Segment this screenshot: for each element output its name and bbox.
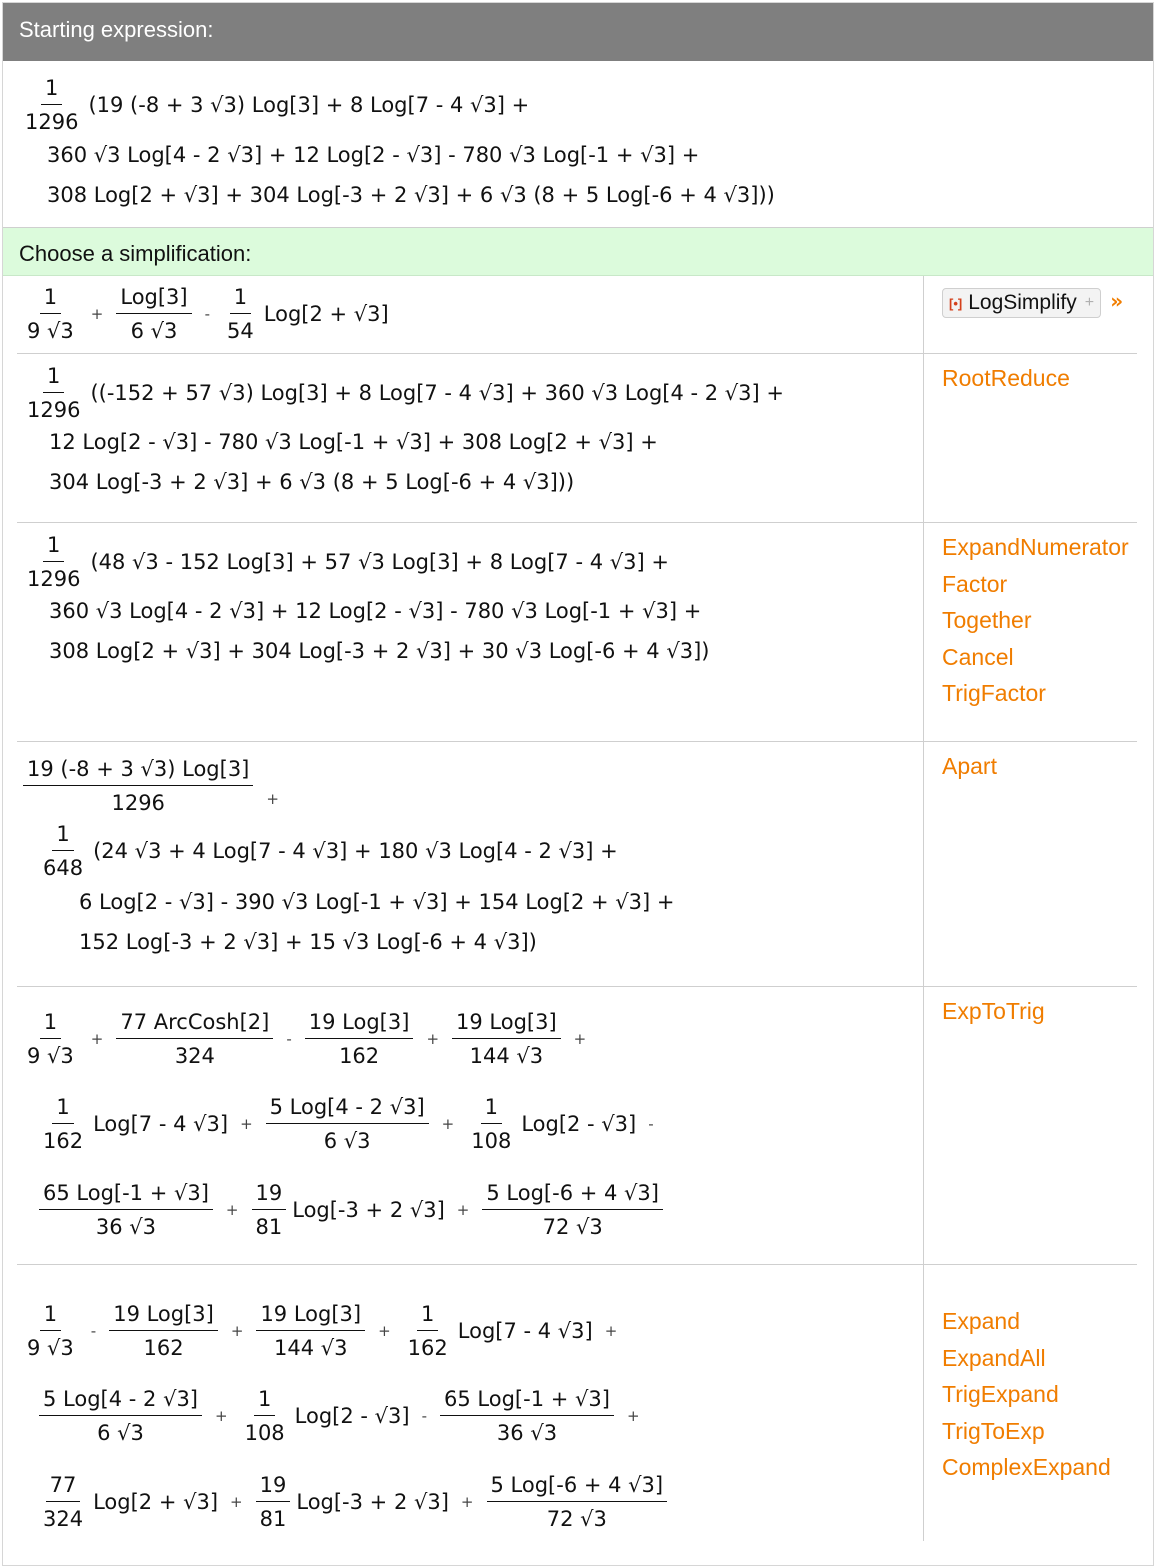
factor-link[interactable]: Factor: [942, 570, 1008, 597]
expression-line: 308 Log[2 + √3] + 304 Log[-3 + 2 √3] + 6 √3 (8 + 5 Log[-6 + 4 √3])): [47, 182, 775, 207]
simplification-links: [924, 987, 1137, 1264]
apart-link[interactable]: Apart: [942, 753, 997, 779]
expression-line: 304 Log[-3 + 2 √3] + 6 √3 (8 + 5 Log[-6 + 4 √3])): [49, 469, 575, 494]
fraction: $\frac{\text{19 Log[3]}}{144 √3}$: [256, 1304, 365, 1359]
fraction: $\frac{\text{5 Log[-6 + 4 √3]}}{72 √3}$: [487, 1475, 668, 1530]
fraction: $\frac{1}{9 √3}$: [27, 284, 74, 343]
expandall-link[interactable]: ExpandAll: [942, 1344, 1046, 1371]
fraction: $\frac{\text{19 Log[3]}}{144 √3}$: [452, 1012, 561, 1067]
expand-link[interactable]: Expand: [942, 1308, 1021, 1334]
fraction: $\frac{1}{1296}$: [27, 532, 81, 591]
fraction: $\frac{1}{54}$: [227, 284, 254, 343]
simplification-links: [924, 276, 1137, 353]
starting-expression: [3, 61, 1153, 228]
fraction: $\frac{\text{19 Log[3]}}{162}$: [305, 1012, 414, 1067]
trigfactor-link[interactable]: TrigFactor: [942, 680, 1046, 706]
fraction: $\frac{19}{81}$: [252, 1183, 287, 1238]
simplification-row: [17, 276, 1137, 354]
fraction: $\frac{\text{77 ArcCosh[2]}}{324}$: [116, 1012, 273, 1067]
expression-line: (19 (-8 + 3 √3) Log[3] + 8 Log[7 - 4 √3] +: [88, 92, 530, 117]
fraction: $\frac{\text{5 Log[4 - 2 √3]}}{6 √3}$: [266, 1097, 429, 1152]
expression-line: 152 Log[-3 + 2 √3] + 15 √3 Log[-6 + 4 √3]): [79, 929, 537, 954]
step-by-step-panel: [2, 2, 1154, 1566]
simplification-row: [17, 987, 1137, 1265]
simplification-links: [924, 1265, 1137, 1541]
fraction: $\frac{1}{9 √3}$: [27, 1009, 74, 1068]
simplification-expression: $\frac{1}{9 √3}$ + $\frac{\text{77 ArcCosh[2]}}{324}$ - $\frac{\text{19 Log[3]}}{162}$ + $\frac{\text{19 Log[3]}}{144 √3}$ + $\frac{1}{162}$ Log[7 - 4 √3] + $\frac{\text{5 Log[4 - 2 √3]}}{6 √3}$ + $\frac{1}{108}$ Log[2 - √3] - $\frac{\text{65 Log[-1 + √3]}}{36 √3}$ + $\frac{19}{81}$ Log[-3 + 2 √3] + $\frac{\text{5 Log[-6 + 4 √3]}}{72 √3}$: [17, 987, 924, 1264]
fraction: $\frac{1}{162}$: [43, 1094, 84, 1153]
simplification-expression: [17, 523, 924, 741]
fraction: $\frac{1}{648}$: [43, 821, 84, 880]
expression-line: 360 √3 Log[4 - 2 √3] + 12 Log[2 - √3] - 780 √3 Log[-1 + √3] +: [47, 142, 700, 167]
trigexpand-link[interactable]: TrigExpand: [942, 1381, 1059, 1407]
fraction: $\frac{\text{19 Log[3]}}{162}$: [109, 1304, 218, 1359]
rootreduce-link[interactable]: RootReduce: [942, 365, 1070, 391]
starting-expression-header: Starting expression:: [3, 3, 1153, 61]
fraction: $\frac{1}{9 √3}$: [27, 1301, 74, 1360]
simplification-expression: [17, 354, 924, 522]
simplification-row: [17, 354, 1137, 523]
simplification-row: [17, 523, 1137, 742]
trigtoexp-link[interactable]: TrigToExp: [942, 1417, 1045, 1444]
fraction: $\frac{1}{108}$: [471, 1094, 512, 1153]
more-icon[interactable]: »: [1110, 288, 1124, 313]
expandnumerator-link[interactable]: ExpandNumerator: [942, 534, 1129, 560]
fraction: $\frac{19}{81}$: [256, 1475, 291, 1530]
simplification-expression: $\frac{1}{9 √3}$ - $\frac{\text{19 Log[3]}}{162}$ + $\frac{\text{19 Log[3]}}{144 √3}$ + $\frac{1}{162}$ Log[7 - 4 √3] + $\frac{\text{5 Log[4 - 2 √3]}}{6 √3}$ + $\frac{1}{108}$ Log[2 - √3] - $\frac{\text{65 Log[-1 + √3]}}{36 √3}$ + $\frac{77}{324}$ Log[2 + √3] + $\frac{19}{81}$ Log[-3 + 2 √3] + $\frac{\text{5 Log[-6 + 4 √3]}}{72 √3}$: [17, 1265, 924, 1541]
simplification-links: [924, 742, 1137, 986]
simplification-row: [17, 1265, 1137, 1541]
fraction: $\frac{\text{65 Log[-1 + √3]}}{36 √3}$: [440, 1389, 614, 1444]
fraction: $\frac{1}{1296}$: [27, 363, 81, 422]
simplification-expression: $\frac{\text{19 (-8 + 3 √3) Log[3]}}{1296}$ + $\frac{1}{648}$ (24 √3 + 4 Log[7 - 4 √3] + 180 √3 Log[4 - 2 √3] + 6 Log[2 - √3] - 390 √3 Log[-1 + √3] + 154 Log[2 + √3] + 152 Log[-3 + 2 √3] + 15 √3 Log[-6 + 4 √3]): [17, 742, 924, 986]
choose-simplification-header: Choose a simplification:: [3, 228, 1153, 276]
expression-line: 360 √3 Log[4 - 2 √3] + 12 Log[2 - √3] - 780 √3 Log[-1 + √3] +: [49, 598, 702, 623]
fraction: $\frac{\text{Log[3]}}{6 √3}$: [116, 287, 191, 342]
cancel-link[interactable]: Cancel: [942, 643, 1014, 670]
fraction: $\frac{\text{5 Log[-6 + 4 √3]}}{72 √3}$: [482, 1183, 663, 1238]
fraction: $\frac{77}{324}$: [43, 1472, 84, 1531]
together-link[interactable]: Together: [942, 607, 1032, 633]
fraction: $\frac{1}{162}$: [407, 1301, 448, 1360]
expression-line: 308 Log[2 + √3] + 304 Log[-3 + 2 √3] + 30 √3 Log[-6 + 4 √3]): [49, 638, 710, 663]
fraction: $\frac{1}{108}$: [244, 1386, 285, 1445]
complexexpand-link[interactable]: ComplexExpand: [942, 1454, 1111, 1480]
expression-line: 12 Log[2 - √3] - 780 √3 Log[-1 + √3] + 308 Log[2 + √3] +: [49, 429, 658, 454]
simplification-row: [17, 742, 1137, 987]
expression-line: 6 Log[2 - √3] - 390 √3 Log[-1 + √3] + 154 Log[2 + √3] +: [79, 889, 675, 914]
exptotrig-link[interactable]: ExpToTrig: [942, 998, 1045, 1024]
logsimplify-button[interactable]: [942, 288, 1101, 318]
expression-line: (48 √3 - 152 Log[3] + 57 √3 Log[3] + 8 Log[7 - 4 √3] +: [90, 549, 669, 574]
plus-icon[interactable]: +: [1084, 294, 1095, 311]
logsimplify-label: LogSimplify: [968, 291, 1077, 314]
fraction: $\frac{\text{5 Log[4 - 2 √3]}}{6 √3}$: [39, 1389, 202, 1444]
expression-line: ((-152 + 57 √3) Log[3] + 8 Log[7 - 4 √3] + 360 √3 Log[4 - 2 √3] +: [90, 380, 785, 405]
simplification-links: [924, 354, 1137, 522]
simplification-expression: $\frac{1}{9 √3}$ + $\frac{\text{Log[3]}}{6 √3}$ - $\frac{1}{54}$ Log[2 + √3]: [17, 276, 924, 353]
fraction: $\frac{1}{1296}$: [25, 75, 79, 134]
expression-line: (24 √3 + 4 Log[7 - 4 √3] + 180 √3 Log[4 - 2 √3] +: [93, 838, 618, 863]
fraction: $\frac{\text{19 (-8 + 3 √3) Log[3]}}{1296}$: [23, 759, 253, 814]
simplification-links: [924, 523, 1137, 741]
code-icon: [•]: [949, 295, 963, 311]
fraction: $\frac{\text{65 Log[-1 + √3]}}{36 √3}$: [39, 1183, 213, 1238]
